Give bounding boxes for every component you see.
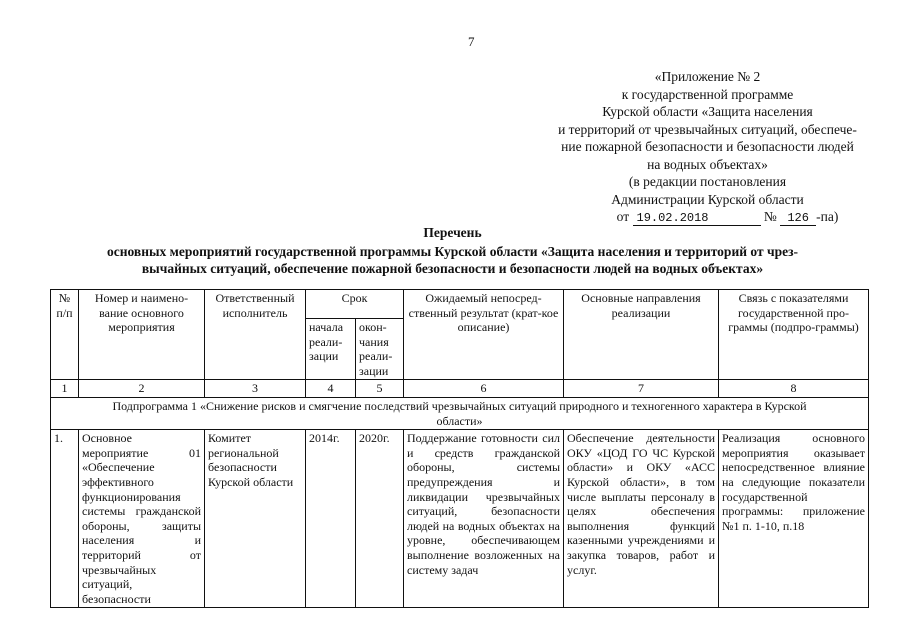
column-number: 8 xyxy=(719,380,869,398)
row-start: 2014г. xyxy=(306,430,356,608)
row-end: 2020г. xyxy=(356,430,404,608)
column-number: 6 xyxy=(404,380,564,398)
appendix-line: «Приложение № 2 xyxy=(654,69,761,84)
appendix-line: на водных объектах» xyxy=(647,156,768,172)
header-link: Связь с показателями государственной про-граммы (подпро-граммы) xyxy=(719,290,869,380)
appendix-line: Администрации Курской области xyxy=(611,191,804,207)
date-text: 19.02.2018 xyxy=(636,211,709,225)
subprogram-row xyxy=(51,397,869,429)
appendix-note xyxy=(520,68,895,226)
document-title: Перечень xyxy=(423,225,482,240)
row-num: 1. xyxy=(51,430,79,608)
number-text: 126 xyxy=(787,211,809,225)
column-number-row xyxy=(51,380,869,398)
row-executor: Комитет региональной безопасности Курской области xyxy=(205,430,306,608)
header-end: окон-чания реали-зации xyxy=(356,319,404,380)
header-num: № п/п xyxy=(51,290,79,380)
appendix-line: ние пожарной безопасности и безопасности людей xyxy=(561,139,854,154)
header-start: начала реали-зации xyxy=(306,319,356,380)
date-prefix: от xyxy=(616,209,630,224)
table-header-row xyxy=(51,290,869,319)
row-directions: Обеспечение деятельности ОКУ «ЦОД ГО ЧС Курской области» и ОКУ «АСС Курской области», в том числе выплаты персоналу в целях обеспечения выполнения функций казенными учреждениями и закупка товаров, работ и услуг. xyxy=(564,430,719,608)
column-number: 1 xyxy=(51,380,79,398)
table-row xyxy=(51,430,869,608)
subprogram-title: Подпрограмма 1 «Снижение рисков и смягчение последствий чрезвычайных ситуаций природного и техногенного характера в Курской области» xyxy=(51,397,869,429)
row-name: Основное мероприятие 01 «Обеспечение эффективного функционирования системы гражданской обороны, защиты населения и территорий от чрезвычайных ситуаций, безопасности xyxy=(79,430,205,608)
column-number: 5 xyxy=(356,380,404,398)
number-prefix: № xyxy=(763,209,777,224)
column-number: 4 xyxy=(306,380,356,398)
row-link: Реализация основного мероприятия оказывает непосредственное влияние на следующие показатели государственной программы: приложение №1 п. 1-10, п.18 xyxy=(719,430,869,608)
header-name: Номер и наимено-вание основного мероприятия xyxy=(79,290,205,380)
measures-table xyxy=(50,289,869,608)
row-result: Поддержание готовности сил и средств гражданской обороны, системы предупреждения и ликвидации чрезвычайных ситуаций, безопасности людей на водных объектах на уровне, обеспечивающем выполнение возложенных на систему задач xyxy=(404,430,564,608)
column-number: 2 xyxy=(79,380,205,398)
appendix-line: Курской области «Защита населения xyxy=(602,104,813,119)
header-directions: Основные направления реализации xyxy=(564,290,719,380)
appendix-line: (в редакции постановления xyxy=(628,174,787,189)
header-executor: Ответственный исполнитель xyxy=(205,290,306,380)
document-subtitle-line-1: основных мероприятий государственной программы Курской области «Защита населения и территорий от чрез- xyxy=(107,244,798,259)
number-suffix: -па) xyxy=(816,209,839,224)
header-result: Ожидаемый непосред-ственный результат (крат-кое описание) xyxy=(404,290,564,380)
column-number: 3 xyxy=(205,380,306,398)
appendix-line: и территорий от чрезвычайных ситуаций, обеспече- xyxy=(558,121,857,137)
document-subtitle-line-2: вычайных ситуаций, обеспечение пожарной безопасности и безопасности людей на водных объектах» xyxy=(141,261,764,276)
page-number: 7 xyxy=(468,34,475,49)
appendix-line: к государственной программе xyxy=(621,86,794,102)
header-term: Срок xyxy=(306,290,404,319)
column-number: 7 xyxy=(564,380,719,398)
